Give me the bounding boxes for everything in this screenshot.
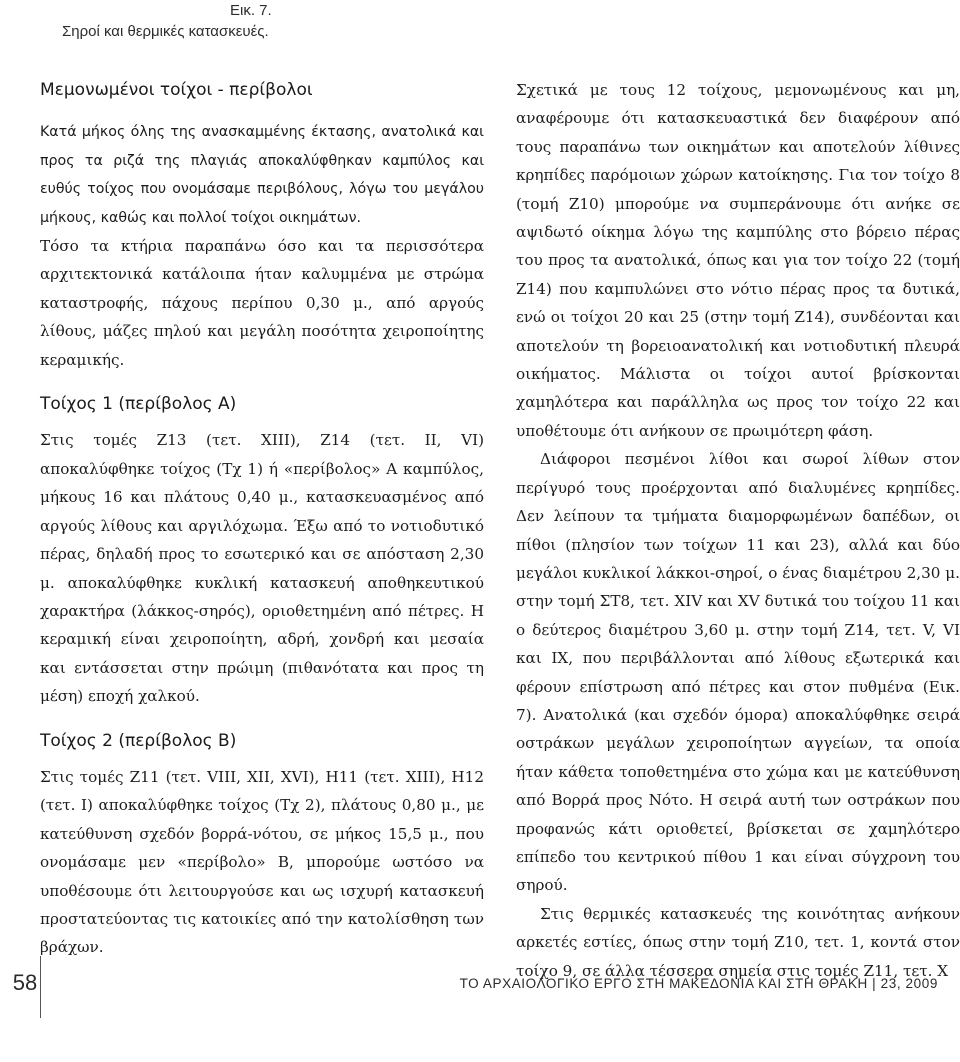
- thermal-structures-paragraph: Στις θερμικές κατασκευές της κοινότητας ανήκουν αρκετές εστίες, όπως στην τομή Ζ10, τετ. 1, κοντά στον τοίχο 9, σε άλλα τέσσερα σημεία στις τομές Ζ11, τετ. X: [516, 904, 960, 980]
- walls-paragraph: Σχετικά με τους 12 τοίχους, μεμονωμένους και μη, αναφέρουμε ότι κατασκευαστικά δεν διαφέρουν από τους παραπάνω των οικημάτων και αποτελούν λίθινες κρηπίδες παρόμοιων χώρων κατοίκησης. Για τον τοίχο 8 (τομή Ζ10) μπορούμε να συμπεράνουμε ότι ανήκε σε αψιδωτό οίκημα λόγω της καμπύλης στο βόρειο πέρας του προς τα ανατολικά, όπως και για τον τοίχο 22 (τομή Ζ14) που καμπυλώνει στο νότιο πέρας προς τα δυτικά, ενώ οι τοίχοι 20 και 25 (στην τομή Ζ14), συνδέονται και αποτελούν τη βορειοανατολική και νοτιοδυτική πλευρά οικήματος. Μάλιστα οι τοίχοι αυτοί βρίσκονται χαμηλότερα και παράλληλα ως προς τον τοίχο 22 και υποθέτουμε ότι ανήκουν σε πρωιμότερη φάση.: [516, 81, 960, 440]
- wall2-paragraph: Στις τομές Ζ11 (τετ. VIII, XII, XVI), Η11 (τετ. XIII), Η12 (τετ. I) αποκαλύφθηκε τοίχος (Τχ 2), πλάτους 0,80 μ., με κατεύθυνση σχεδόν βορρά-νότου, σε μήκος 15,5 μ., που ονομάσαμε μεν «περίβολο» Β, μπορούμε ωστόσο να υποθέσουμε ότι λειτουργούσε και ως ισχυρή κατασκευή προστατεύοντας τις κατοικίες από την κατολίσθηση των βράχων.: [40, 767, 484, 957]
- figure-label: Εικ. 7.: [230, 2, 272, 19]
- figure-caption: [62, 0, 272, 42]
- page-footer: [0, 956, 960, 1026]
- figure-caption-text: Σηροί και θερμικές κατασκευές.: [62, 23, 269, 40]
- page-number: 58: [12, 970, 38, 995]
- journal-title: ΤΟ ΑΡΧΑΙΟΛΟΓΙΚΟ ΕΡΓΟ ΣΤΗ ΜΑΚΕΔΟΝΙΑ ΚΑΙ ΣΤΗ ΘΡΑΚΗ | 23, 2009: [459, 976, 938, 991]
- left-column: [40, 76, 484, 962]
- section-heading: Μεμονωμένοι τοίχοι - περίβολοι: [40, 80, 313, 100]
- paragraph-destruction-layer: Τόσο τα κτήρια παραπάνω όσο και τα περισσότερα αρχιτεκτονικά κατάλοιπα ήταν καλυμμένα με στρώμα καταστροφής, πάχους περίπου 0,30 μ., από αργούς λίθους, μάζες πηλού και μεγάλη ποσότητα χειροποίητης κεραμικής.: [40, 237, 484, 369]
- storage-pits-paragraph: Διάφοροι πεσμένοι λίθοι και σωροί λίθων στον περίγυρό τους προέρχονται από διαλυμένες κρηπίδες. Δεν λείπουν τα τμήματα διαμορφωμένων δαπέδων, οι πίθοι (πλησίον των τοίχων 11 και 23), αλλά και δύο μεγάλοι κυκλικοί λάκκοι-σηροί, ο ένας διαμέτρου 2,30 μ. στην τομή ΣΤ8, τετ. XIV και XV δυτικά του τοίχου 11 και ο δεύτερος διαμέτρου 3,60 μ. στην τομή Ζ14, τετ. V, VI και IX, που περιβάλλονται από λίθους εξωτερικά και φέρουν επίστρωση από πέτρες και στον πυθμένα (Εικ. 7). Ανατολικά (και σχεδόν όμορα) αποκαλύφθηκε σειρά οστράκων μεγάλων χειροποίητων αγγείων, τα οποία ήταν κάθετα τοποθετημένα στο χώμα και με κατεύθυνση από Βορρά προς Νότο. Η σειρά αυτή των οστράκων που προφανώς κάτι οριοθετεί, βρίσκεται σε χαμηλότερο επίπεδο του κεντρικού πίθου 1 και είναι σύγχρονη του σηρού.: [516, 450, 960, 895]
- wall1-paragraph: Στις τομές Ζ13 (τετ. XIII), Ζ14 (τετ. II, VI) αποκαλύφθηκε τοίχος (Τχ 1) ή «περίβολος» Α καμπύλος, μήκους 16 και πλάτους 0,40 μ., κατασκευασμένος από αργούς λίθους και αργιλόχωμα. Έξω από το νοτιοδυτικό πέρας, δηλαδή προς το εσωτερικό και σε απόσταση 2,30 μ. αποκαλύφθηκε κυκλική κατασκευή αποθηκευτικού χαρακτήρα (λάκκος-σηρός), οριοθετημένη από πέτρες. Η κεραμική είναι χειροποίητη, αδρή, χονδρή και μεσαία και εντάσσεται στην πρώιμη (πιθανότατα και προς τη μέση) εποχή χαλκού.: [40, 431, 484, 706]
- wall1-heading: Τοίχος 1 (περίβολος Α): [40, 394, 237, 415]
- footer-divider: [40, 956, 41, 1018]
- wall2-heading: Τοίχος 2 (περίβολος Β): [40, 730, 237, 751]
- intro-paragraph: Κατά μήκος όλης της ανασκαμμένης έκτασης, ανατολικά και προς τα ριζά της πλαγιάς αποκαλύφθηκαν καμπύλος και ευθύς τοίχος που ονομάσαμε περιβόλους, λόγω του μεγάλου μήκους, καθώς και πολλοί τοίχοι οικημάτων.: [40, 124, 484, 226]
- right-column: [516, 76, 960, 985]
